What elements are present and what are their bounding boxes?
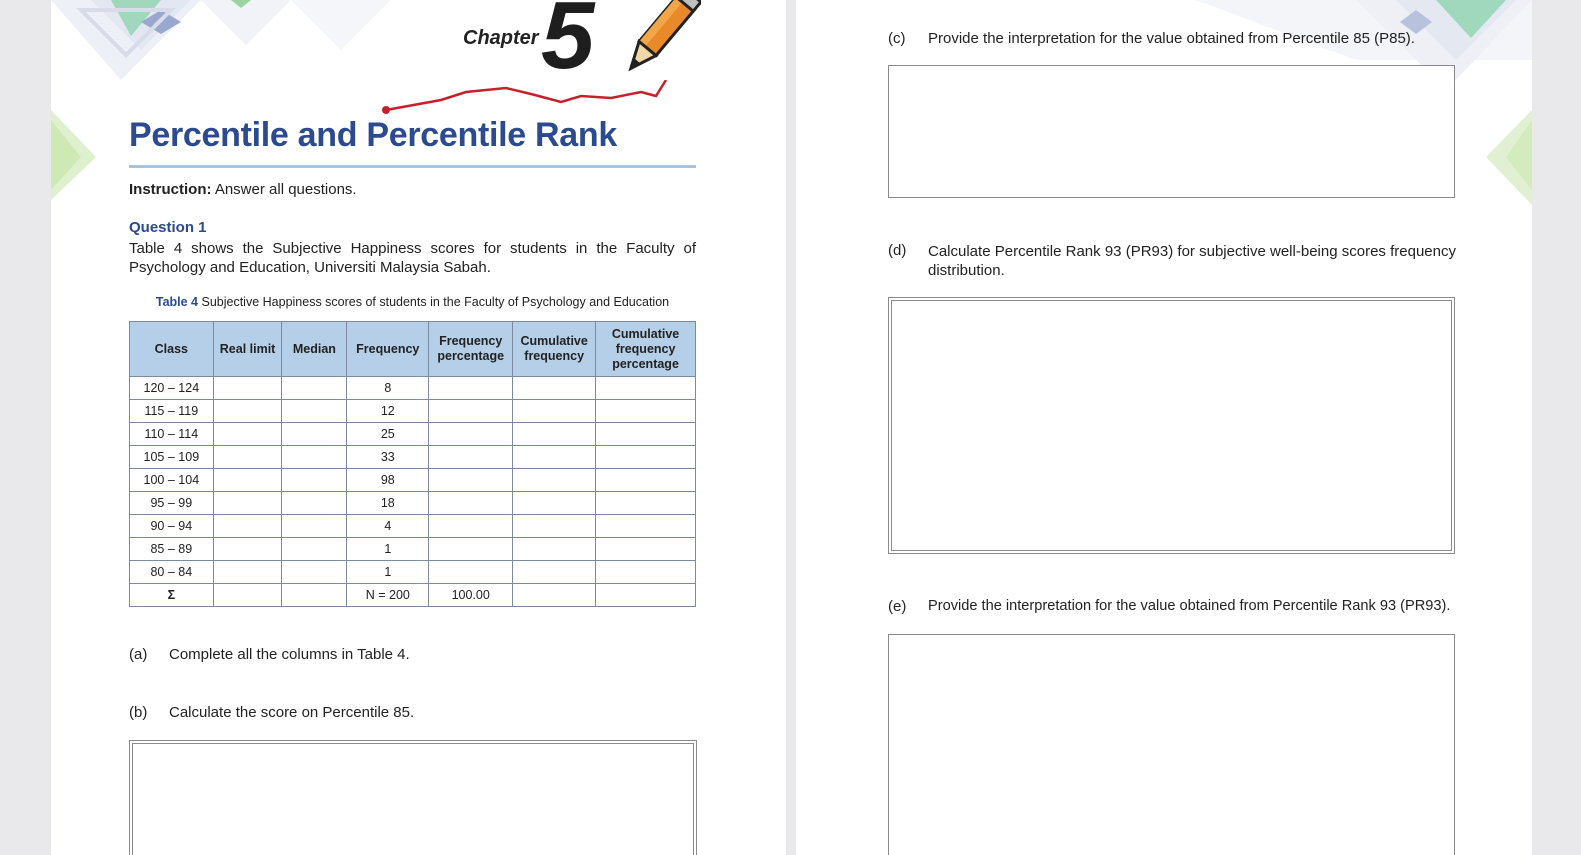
cell-cumulative-frequency — [513, 469, 596, 492]
cell-class: 80 – 84 — [130, 561, 214, 584]
cell-frequency: 1 — [347, 538, 429, 561]
table-caption-text: Subjective Happiness scores of students in the Faculty of Psychology and Education — [198, 295, 670, 309]
cell-frequency-percentage — [429, 538, 513, 561]
trend-line-decoration — [381, 80, 671, 120]
cell-frequency: 25 — [347, 423, 429, 446]
answer-box-d[interactable] — [888, 297, 1455, 554]
cell-real-limit — [213, 377, 282, 400]
cell-median — [282, 561, 347, 584]
header-class: Class — [130, 322, 214, 377]
table-row — [130, 423, 696, 446]
cell-median — [282, 469, 347, 492]
header-frequency: Frequency — [347, 322, 429, 377]
cell-cumulative-percentage — [596, 469, 696, 492]
cell-class: 120 – 124 — [130, 377, 214, 400]
item-e-text: Provide the interpretation for the value obtained from Percentile Rank 93 (PR93). — [928, 598, 1451, 614]
answer-box-c[interactable] — [888, 65, 1455, 198]
cell-frequency: 18 — [347, 492, 429, 515]
frequency-table — [129, 321, 696, 607]
left-page — [51, 0, 786, 855]
question-text: Table 4 shows the Subjective Happiness scores for students in the Faculty of Psychology and Education, Universiti Malaysia Sabah. — [129, 240, 696, 276]
cell-class: 90 – 94 — [130, 515, 214, 538]
chapter-label: Chapter — [463, 27, 539, 49]
cell-real-limit — [213, 423, 282, 446]
cell-class: 110 – 114 — [130, 423, 214, 446]
cell-median — [282, 423, 347, 446]
page-title: Percentile and Percentile Rank — [129, 116, 617, 154]
cell-cumulative-percentage — [596, 492, 696, 515]
table-row — [130, 469, 696, 492]
header-frequency-percentage: Frequency percentage — [429, 322, 513, 377]
table-row — [130, 492, 696, 515]
item-b-letter: (b) — [129, 704, 148, 721]
item-d-text: Calculate Percentile Rank 93 (PR93) for subjective well-being scores frequency distribution. — [928, 243, 1456, 279]
cell-frequency-percentage — [429, 561, 513, 584]
header-real-limit: Real limit — [213, 322, 282, 377]
cell-cumulative-frequency — [513, 400, 596, 423]
cell-frequency: 8 — [347, 377, 429, 400]
table-row — [130, 446, 696, 469]
cell-cumulative-frequency — [513, 446, 596, 469]
cell-real-limit — [213, 492, 282, 515]
question-heading: Question 1 — [129, 219, 207, 236]
cell-total-frequency: N = 200 — [347, 584, 429, 607]
cell-real-limit — [213, 515, 282, 538]
instruction — [129, 181, 357, 198]
cell-cumulative-percentage — [596, 423, 696, 446]
cell-frequency-percentage — [429, 515, 513, 538]
cell-cumulative-percentage — [596, 561, 696, 584]
cell-median — [282, 515, 347, 538]
cell-frequency: 33 — [347, 446, 429, 469]
cell-median — [282, 446, 347, 469]
cell-real-limit — [213, 446, 282, 469]
item-e-letter: (e) — [888, 598, 907, 615]
cell-cumulative-frequency — [513, 515, 596, 538]
table-header-row — [130, 322, 696, 377]
cell-cumulative-frequency — [513, 377, 596, 400]
cell-cumulative-percentage — [596, 400, 696, 423]
header-cumulative-frequency-percentage: Cumulative frequency percentage — [596, 322, 696, 377]
cell-median — [282, 492, 347, 515]
cell-total-percentage: 100.00 — [429, 584, 513, 607]
cell-class: 105 – 109 — [130, 446, 214, 469]
cell-frequency-percentage — [429, 377, 513, 400]
cell-median — [282, 377, 347, 400]
header-median: Median — [282, 322, 347, 377]
table-total-row — [130, 584, 696, 607]
cell-median — [282, 538, 347, 561]
cell-cumulative-percentage — [596, 446, 696, 469]
item-c-letter: (c) — [888, 30, 906, 47]
right-page — [796, 0, 1532, 855]
cell-real-limit — [213, 584, 282, 607]
item-a-letter: (a) — [129, 646, 148, 663]
item-c-text: Provide the interpretation for the value obtained from Percentile 85 (P85). — [928, 30, 1415, 47]
cell-cumulative-percentage — [596, 377, 696, 400]
cell-real-limit — [213, 400, 282, 423]
cell-frequency: 4 — [347, 515, 429, 538]
table-row — [130, 400, 696, 423]
cell-class: 85 – 89 — [130, 538, 214, 561]
pencil-icon — [611, 0, 701, 85]
chapter-number: 5 — [541, 0, 595, 89]
cell-frequency-percentage — [429, 492, 513, 515]
instruction-label: Instruction: — [129, 181, 212, 198]
item-a-text: Complete all the columns in Table 4. — [169, 646, 410, 663]
cell-cumulative-frequency — [513, 584, 596, 607]
cell-cumulative-frequency — [513, 423, 596, 446]
cell-class: 115 – 119 — [130, 400, 214, 423]
cell-cumulative-frequency — [513, 492, 596, 515]
cell-cumulative-percentage — [596, 515, 696, 538]
cell-frequency-percentage — [429, 423, 513, 446]
cell-real-limit — [213, 561, 282, 584]
cell-real-limit — [213, 469, 282, 492]
cell-cumulative-frequency — [513, 538, 596, 561]
cell-cumulative-percentage — [596, 584, 696, 607]
cell-frequency: 1 — [347, 561, 429, 584]
cell-frequency: 98 — [347, 469, 429, 492]
cell-cumulative-frequency — [513, 561, 596, 584]
table-row — [130, 377, 696, 400]
cell-class: 100 – 104 — [130, 469, 214, 492]
item-b-text: Calculate the score on Percentile 85. — [169, 704, 415, 721]
table-row — [130, 515, 696, 538]
answer-box-e[interactable] — [888, 634, 1455, 855]
table-row — [130, 561, 696, 584]
cell-sum-symbol: Σ — [130, 584, 214, 607]
header-cumulative-frequency: Cumulative frequency — [513, 322, 596, 377]
instruction-text: Answer all questions. — [211, 181, 357, 198]
table-caption-label: Table 4 — [155, 295, 199, 309]
cell-frequency-percentage — [429, 446, 513, 469]
cell-class: 95 – 99 — [130, 492, 214, 515]
table-row — [130, 538, 696, 561]
cell-frequency-percentage — [429, 400, 513, 423]
cell-median — [282, 584, 347, 607]
cell-frequency: 12 — [347, 400, 429, 423]
cell-real-limit — [213, 538, 282, 561]
item-d-letter: (d) — [888, 242, 907, 259]
cell-cumulative-percentage — [596, 538, 696, 561]
table-caption — [129, 295, 696, 309]
cell-frequency-percentage — [429, 469, 513, 492]
title-underline — [129, 165, 696, 168]
cell-median — [282, 400, 347, 423]
answer-box-b[interactable] — [129, 740, 697, 855]
